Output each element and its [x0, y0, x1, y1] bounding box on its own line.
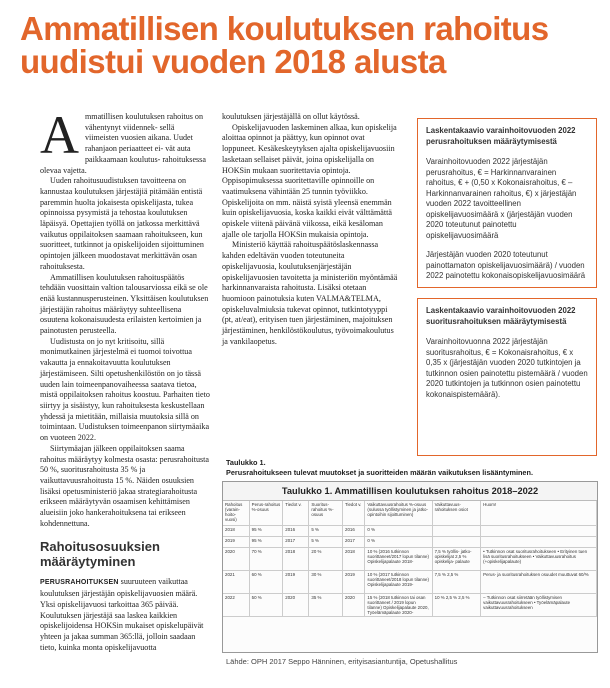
table-cell: 2019	[223, 537, 249, 548]
formula-box-basic-funding	[417, 118, 597, 288]
table-source: Lähde: OPH 2017 Seppo Hänninen, erityisasiantuntija, Opetushallitus	[226, 657, 458, 666]
table-cell: 50 %	[249, 594, 283, 617]
table-caption-text: Perusrahoitukseen tulevat muutokset ja suoritteiden määrän vaikutuksen lisääntyminen.	[226, 467, 533, 477]
table-cell: – Tutkinnon osat siirretään työllistymisen vaikuttavuusrahoitukseen • Työelämäpalaute vaikuttavuusrahoitukseen	[481, 594, 597, 617]
table-header-cell: Tiedot v.	[283, 501, 309, 526]
table-cell: 95 %	[249, 537, 283, 548]
table-row	[223, 526, 597, 537]
table-cell: 15 % (2018 tutkinnon tai osan suorittaneet / 2019 lopun tilanne) Opiskelijapalaute 2020, Työelämäpalaute 2020-	[365, 594, 432, 617]
table-cell: 0 %	[365, 526, 432, 537]
table-header-cell: Suoritus-rahoitus %-osuus	[309, 501, 343, 526]
table-cell: 2019	[283, 571, 309, 594]
table-cell: 5 %	[309, 526, 343, 537]
table-cell: • Tutkinnon osat suoritusrahoitukseen • Erityinen tuen lisä suoritusrahoitukseen • Vaikuttavuusrahoitus (+opiskelijapalaute)	[481, 548, 597, 571]
table-cell: 2022	[223, 594, 249, 617]
table-cell: 95 %	[249, 526, 283, 537]
table-header-row	[223, 501, 597, 526]
table-cell: 2018	[223, 526, 249, 537]
body-paragraph: Opiskelijavuoden laskeminen alkaa, kun opiskelija aloittaa opinnot ja päättyy, kun opinnot ovat loppuneet. Kesäkeskeytyksen ajalta opiskelijavuosiin lasketaan sellaiset päivät, joina opiskelijalla on HOKSin mukaan suoritettavia opintoja. Oppisopimuksessa suoritettaville opinnoille on vaatimuksena vähintään 25 tunnin työviikko. Opiskelijoita on mm. näistä syistä yleensä enemmän kuin opiskelijavuosia, koska kaikki eivät välttämättä opiskele viitenä päivänä viikossa, eikä kesäloman ajalle ole tarjolla HOKSin mukaisia opintoja.	[222, 122, 397, 239]
table-cell	[481, 526, 597, 537]
drop-cap: A	[40, 105, 79, 165]
table-header-cell: Huom!	[481, 501, 597, 526]
body-paragraph: Uudistusta on jo nyt kritisoitu, sillä monimutkainen järjestelmä ei tuomoi toivottua vakautta ja ennakoitavuutta koulutuksen järjestämiseen. Silti opetushenkilöstön on jo tässä uuden lain toimeenpanovaiheessa saatava tietoa, mistä oppilaitoksen rahoitus koostuu. Parhaiten tieto siirtyy ja sisäistyy, kun rahoituksesta keskustellaan yhdessä ja mietitään, millaisia muutoksia sillä on toimintaan. Uudistuksen toimeenpanon siirtymäaika on vuoteen 2022.	[40, 336, 210, 443]
table-cell	[432, 526, 481, 537]
table-title: Taulukko 1. Ammatillisen koulutuksen rahoitus 2018–2022	[223, 482, 597, 501]
table-cell: 7,5 % työllis- jatko-opiskelijat 2,5 % opiskelija- palaute	[432, 548, 481, 571]
intro-text: mmatillisen koulutuksen rahoitus on vähentynyt viidennek- sellä viimeisten vuosien aikana. Uudet rahanjaon periaatteet ei- vät auta paikkaamaan koulutus- rahoituksessa olevaa vajetta.	[40, 112, 206, 175]
table-cell: 2017	[283, 537, 309, 548]
table-cell: 0 %	[365, 537, 432, 548]
body-paragraph: Siirtymäajan jälkeen oppilaitoksen saama rahoitus määräytyy kolmesta osasta: perusrahoitusta 50 %, suoritusrahoitusta 35 % ja vaikuttavuusrahoitusta 15 %. Näiden osuuksien lisäksi opetusministeriö jakaa strategiarahoitusta erikseen määräytyvän osaamisen kehittämisen alueisiin joko hankerahoituksena tai erikseen kohdennettuna.	[40, 443, 210, 528]
table-caption-label: Taulukko 1.	[226, 458, 266, 467]
table-header-cell: Rahoitus (varain-hoito-vuosi)	[223, 501, 249, 526]
intro-paragraph	[40, 105, 210, 176]
funding-table-figure	[222, 481, 598, 653]
table-cell: 70 %	[249, 548, 283, 571]
table-row	[223, 594, 597, 617]
article-column-1	[40, 105, 210, 653]
table-cell: 5 %	[309, 537, 343, 548]
table-cell: 30 %	[309, 571, 343, 594]
table-cell: 2018	[343, 548, 365, 571]
body-paragraph: Ammatillisen koulutuksen rahoituspäätös tehdään vuosittain valtion talousarviossa eikä se ole enää kustannusperusteinen. Yksittäisen koulutuksen järjestäjän rahoitus määräytyy suhteellisena osuutena kokonaisuudesta erilaisten kertoimien ja painotusten perusteella.	[40, 272, 209, 336]
table-header-cell: Vaikuttavuusrahoitus %-osuus (sulussa työllistyminen ja jatko-opintoihin sijoittuminen)	[365, 501, 432, 526]
table-header-cell: Vaikuttavuus-rahoituksen osiot	[432, 501, 481, 526]
table-row	[223, 537, 597, 548]
body-paragraph: Uuden rahoitusuudistuksen tavoitteena on kannustaa koulutuksen järjestäjiä pitämään entistä paremmin huolta jokaisesta opiskelijasta, tukea opinnoissa pysymistä ja tehostaa koulutuksen läpäisyä. Opettajien työllä on jatkossa merkittävä vaikutus oppilaitoksen saamaan rahoitukseen, kun suoritteet, tutkinnot ja opiskelijoiden sijoittuminen opintojen jälkeen muodostavat merkittävän osan rahoituksesta.	[40, 176, 204, 271]
table-cell: 35 %	[309, 594, 343, 617]
table-header-cell: Tiedot v.	[343, 501, 365, 526]
article-title-line-2: uudistui vuoden 2018 alusta	[20, 43, 446, 80]
funding-table	[223, 501, 597, 617]
table-cell: 2016	[283, 526, 309, 537]
table-cell: 7,5 % 2,5 %	[432, 571, 481, 594]
table-header-cell: Perus-rahoitus %-osuus	[249, 501, 283, 526]
table-cell: 2019	[343, 571, 365, 594]
formula-box-text: Varainhoitovuoden 2022 järjestäjän perusrahoitus, € = Harkinnanvarainen rahoitus, € + (0,50 x Kokonaisrahoitus, € – Harkinnanvarainen rahoitus, €) x järjestäjän vuoden 2022 tavoitteellinen opiskelijavuosimäärä x (järjestäjän vuoden 2020 toteutunut painotettu opiskelijavuosimäärä	[426, 157, 577, 240]
table-cell	[481, 537, 597, 548]
table-cell: 60 %	[249, 571, 283, 594]
table-row	[223, 571, 597, 594]
table-cell: 2020	[283, 594, 309, 617]
table-cell: 2018	[283, 548, 309, 571]
table-cell	[432, 537, 481, 548]
table-caption	[226, 458, 586, 477]
formula-box-heading: Laskentakaavio varainhoitovuoden 2022 suoritusrahoituksen määräytymisestä	[426, 306, 576, 326]
article-title-line-1: Ammatillisen koulutuksen rahoitus	[20, 10, 549, 47]
formula-box-performance-funding	[417, 298, 597, 456]
table-cell: 2021	[223, 571, 249, 594]
table-cell: Perus- ja suoritusrahoituksen osuudet muuttuvat 60/%	[481, 571, 597, 594]
lead-in-caps: PERUSRAHOITUKSEN	[40, 579, 119, 587]
formula-box-text: Varainhoitovuonna 2022 järjestäjän suoritusrahoitus, € = Kokonaisrahoitus, € x 0,35 x (järjestäjän vuoden 2020 tutkintojen ja tutkinnon osien painotettu pistemäärä / vuoden 2020 tutkintojen ja tutkinnon osien painotettu kokonaispistemäärä).	[426, 337, 588, 399]
body-paragraph: Ministeriö käyttää rahoituspäätöslaskennassa kahden edeltävän vuoden toteutuneita opiskelijavuosia, koulutuksenjärjestäjän opiskelijavuosien tavoitetta ja ministeriön myöntämää harkinnanvaraista rahoitusta. Lisäksi otetaan huomioon painotuksia kuten VALMA&TELMA, opiskeluvalmiuksia tukevat opinnot, tutkintotyyppi (pt, at/eat), erityisen tuen järjestäminen, majoituksen järjestäminen, henkilöstökoulutus, työvoimakoulutus ja vankilaopetus.	[222, 240, 398, 346]
lead-in-text: suuruuteen vaikuttaa koulutuksen järjestäjän opiskelijavuosien määrä. Yksi opiskelijavuosi tarkoittaa 365 päivää. Koulutuksen järjestäjä saa laskea kaikkien opiskelijoidensa HOKSin mukaiset opiskelupäivät yhteen ja jakaa summan 365:llä, jolloin saadaan tieto, kuinka monta opiskelijavuotta	[40, 577, 204, 652]
body-paragraph	[40, 577, 210, 653]
article-column-2	[222, 112, 400, 347]
article-title	[20, 12, 600, 78]
table-cell: 2016	[343, 526, 365, 537]
formula-box-heading: Laskentakaavio varainhoitovuoden 2022 perusrahoituksen määräytymisestä	[426, 126, 576, 146]
section-subheading: Rahoitusosuuksien määräytyminen	[40, 539, 160, 570]
table-cell: 10 % (2017 tutkinnon suorittaneet/2018 lopun tilanne) Opiskelijapalaute 2019-	[365, 571, 432, 594]
table-cell: 2020	[223, 548, 249, 571]
table-row	[223, 548, 597, 571]
table-cell: 2017	[343, 537, 365, 548]
table-cell: 10 % (2016 tutkinnon suorittaneet/2017 lopun tilanne) Opiskelijapalaute 2018-	[365, 548, 432, 571]
table-cell: 10 % 2,5 % 2,5 %	[432, 594, 481, 617]
table-cell: 20 %	[309, 548, 343, 571]
table-cell: 2020	[343, 594, 365, 617]
body-paragraph: koulutuksen järjestäjällä on ollut käytössä.	[222, 112, 360, 121]
formula-box-text: Järjestäjän vuoden 2020 toteutunut painottamaton opiskelijavuosimäärä) / vuoden 2022 painotettu kokonaisopiskelijavuosimäärä	[426, 250, 586, 280]
